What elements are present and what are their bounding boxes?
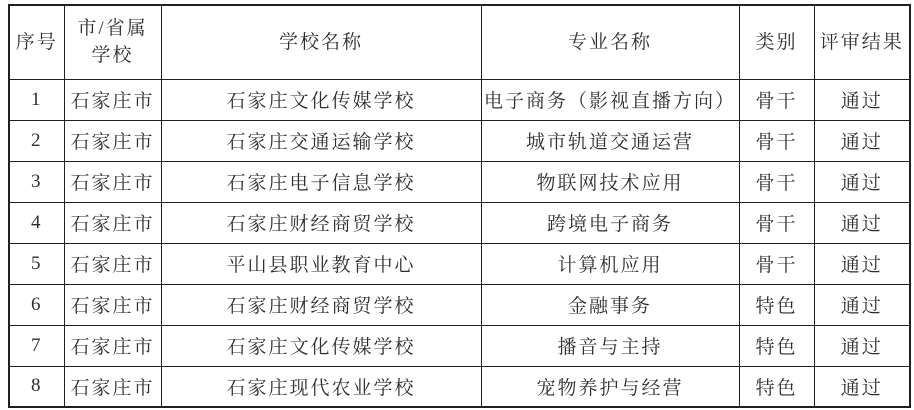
cell-major: 跨境电子商务 bbox=[481, 202, 739, 243]
review-results-table bbox=[8, 4, 911, 408]
cell-school: 石家庄电子信息学校 bbox=[161, 161, 481, 202]
cell-city: 石家庄市 bbox=[64, 79, 161, 120]
cell-result: 通过 bbox=[814, 161, 910, 202]
cell-category: 骨干 bbox=[739, 161, 814, 202]
cell-school: 石家庄现代农业学校 bbox=[161, 366, 481, 407]
table-row bbox=[9, 243, 910, 284]
cell-city: 石家庄市 bbox=[64, 202, 161, 243]
cell-category: 特色 bbox=[739, 366, 814, 407]
cell-category: 骨干 bbox=[739, 120, 814, 161]
table-row bbox=[9, 79, 910, 120]
header-cell-major: 专业名称 bbox=[481, 5, 739, 79]
table-row bbox=[9, 284, 910, 325]
cell-serial: 3 bbox=[9, 161, 64, 202]
header-city-line2: 学校 bbox=[91, 45, 134, 67]
cell-major: 城市轨道交通运营 bbox=[481, 120, 739, 161]
cell-city: 石家庄市 bbox=[64, 243, 161, 284]
cell-major: 播音与主持 bbox=[481, 325, 739, 366]
cell-city: 石家庄市 bbox=[64, 161, 161, 202]
cell-major: 金融事务 bbox=[481, 284, 739, 325]
cell-school: 石家庄交通运输学校 bbox=[161, 120, 481, 161]
cell-major: 电子商务（影视直播方向） bbox=[481, 79, 739, 120]
cell-city: 石家庄市 bbox=[64, 120, 161, 161]
table-header bbox=[9, 5, 910, 79]
header-row bbox=[9, 5, 910, 79]
cell-result: 通过 bbox=[814, 325, 910, 366]
header-city-line1: 市/省属 bbox=[77, 18, 148, 40]
header-cell-category: 类别 bbox=[739, 5, 814, 79]
header-cell-result: 评审结果 bbox=[814, 5, 910, 79]
cell-serial: 8 bbox=[9, 366, 64, 407]
cell-serial: 5 bbox=[9, 243, 64, 284]
cell-category: 骨干 bbox=[739, 202, 814, 243]
table-row bbox=[9, 161, 910, 202]
table-row bbox=[9, 325, 910, 366]
table-body bbox=[9, 79, 910, 407]
cell-school: 平山县职业教育中心 bbox=[161, 243, 481, 284]
cell-result: 通过 bbox=[814, 366, 910, 407]
cell-city: 石家庄市 bbox=[64, 325, 161, 366]
cell-result: 通过 bbox=[814, 284, 910, 325]
cell-category: 特色 bbox=[739, 284, 814, 325]
cell-category: 特色 bbox=[739, 325, 814, 366]
cell-city: 石家庄市 bbox=[64, 366, 161, 407]
cell-serial: 6 bbox=[9, 284, 64, 325]
cell-category: 骨干 bbox=[739, 79, 814, 120]
cell-school: 石家庄文化传媒学校 bbox=[161, 325, 481, 366]
table-row bbox=[9, 202, 910, 243]
header-cell-school: 学校名称 bbox=[161, 5, 481, 79]
cell-school: 石家庄财经商贸学校 bbox=[161, 202, 481, 243]
cell-result: 通过 bbox=[814, 243, 910, 284]
cell-serial: 4 bbox=[9, 202, 64, 243]
cell-major: 物联网技术应用 bbox=[481, 161, 739, 202]
cell-serial: 2 bbox=[9, 120, 64, 161]
cell-major: 计算机应用 bbox=[481, 243, 739, 284]
cell-school: 石家庄财经商贸学校 bbox=[161, 284, 481, 325]
cell-major: 宠物养护与经营 bbox=[481, 366, 739, 407]
cell-school: 石家庄文化传媒学校 bbox=[161, 79, 481, 120]
cell-serial: 7 bbox=[9, 325, 64, 366]
cell-serial: 1 bbox=[9, 79, 64, 120]
table-row bbox=[9, 366, 910, 407]
cell-result: 通过 bbox=[814, 202, 910, 243]
header-cell-serial: 序号 bbox=[9, 5, 64, 79]
cell-result: 通过 bbox=[814, 79, 910, 120]
cell-category: 骨干 bbox=[739, 243, 814, 284]
header-cell-city bbox=[64, 5, 161, 79]
cell-result: 通过 bbox=[814, 120, 910, 161]
table-row bbox=[9, 120, 910, 161]
cell-city: 石家庄市 bbox=[64, 284, 161, 325]
